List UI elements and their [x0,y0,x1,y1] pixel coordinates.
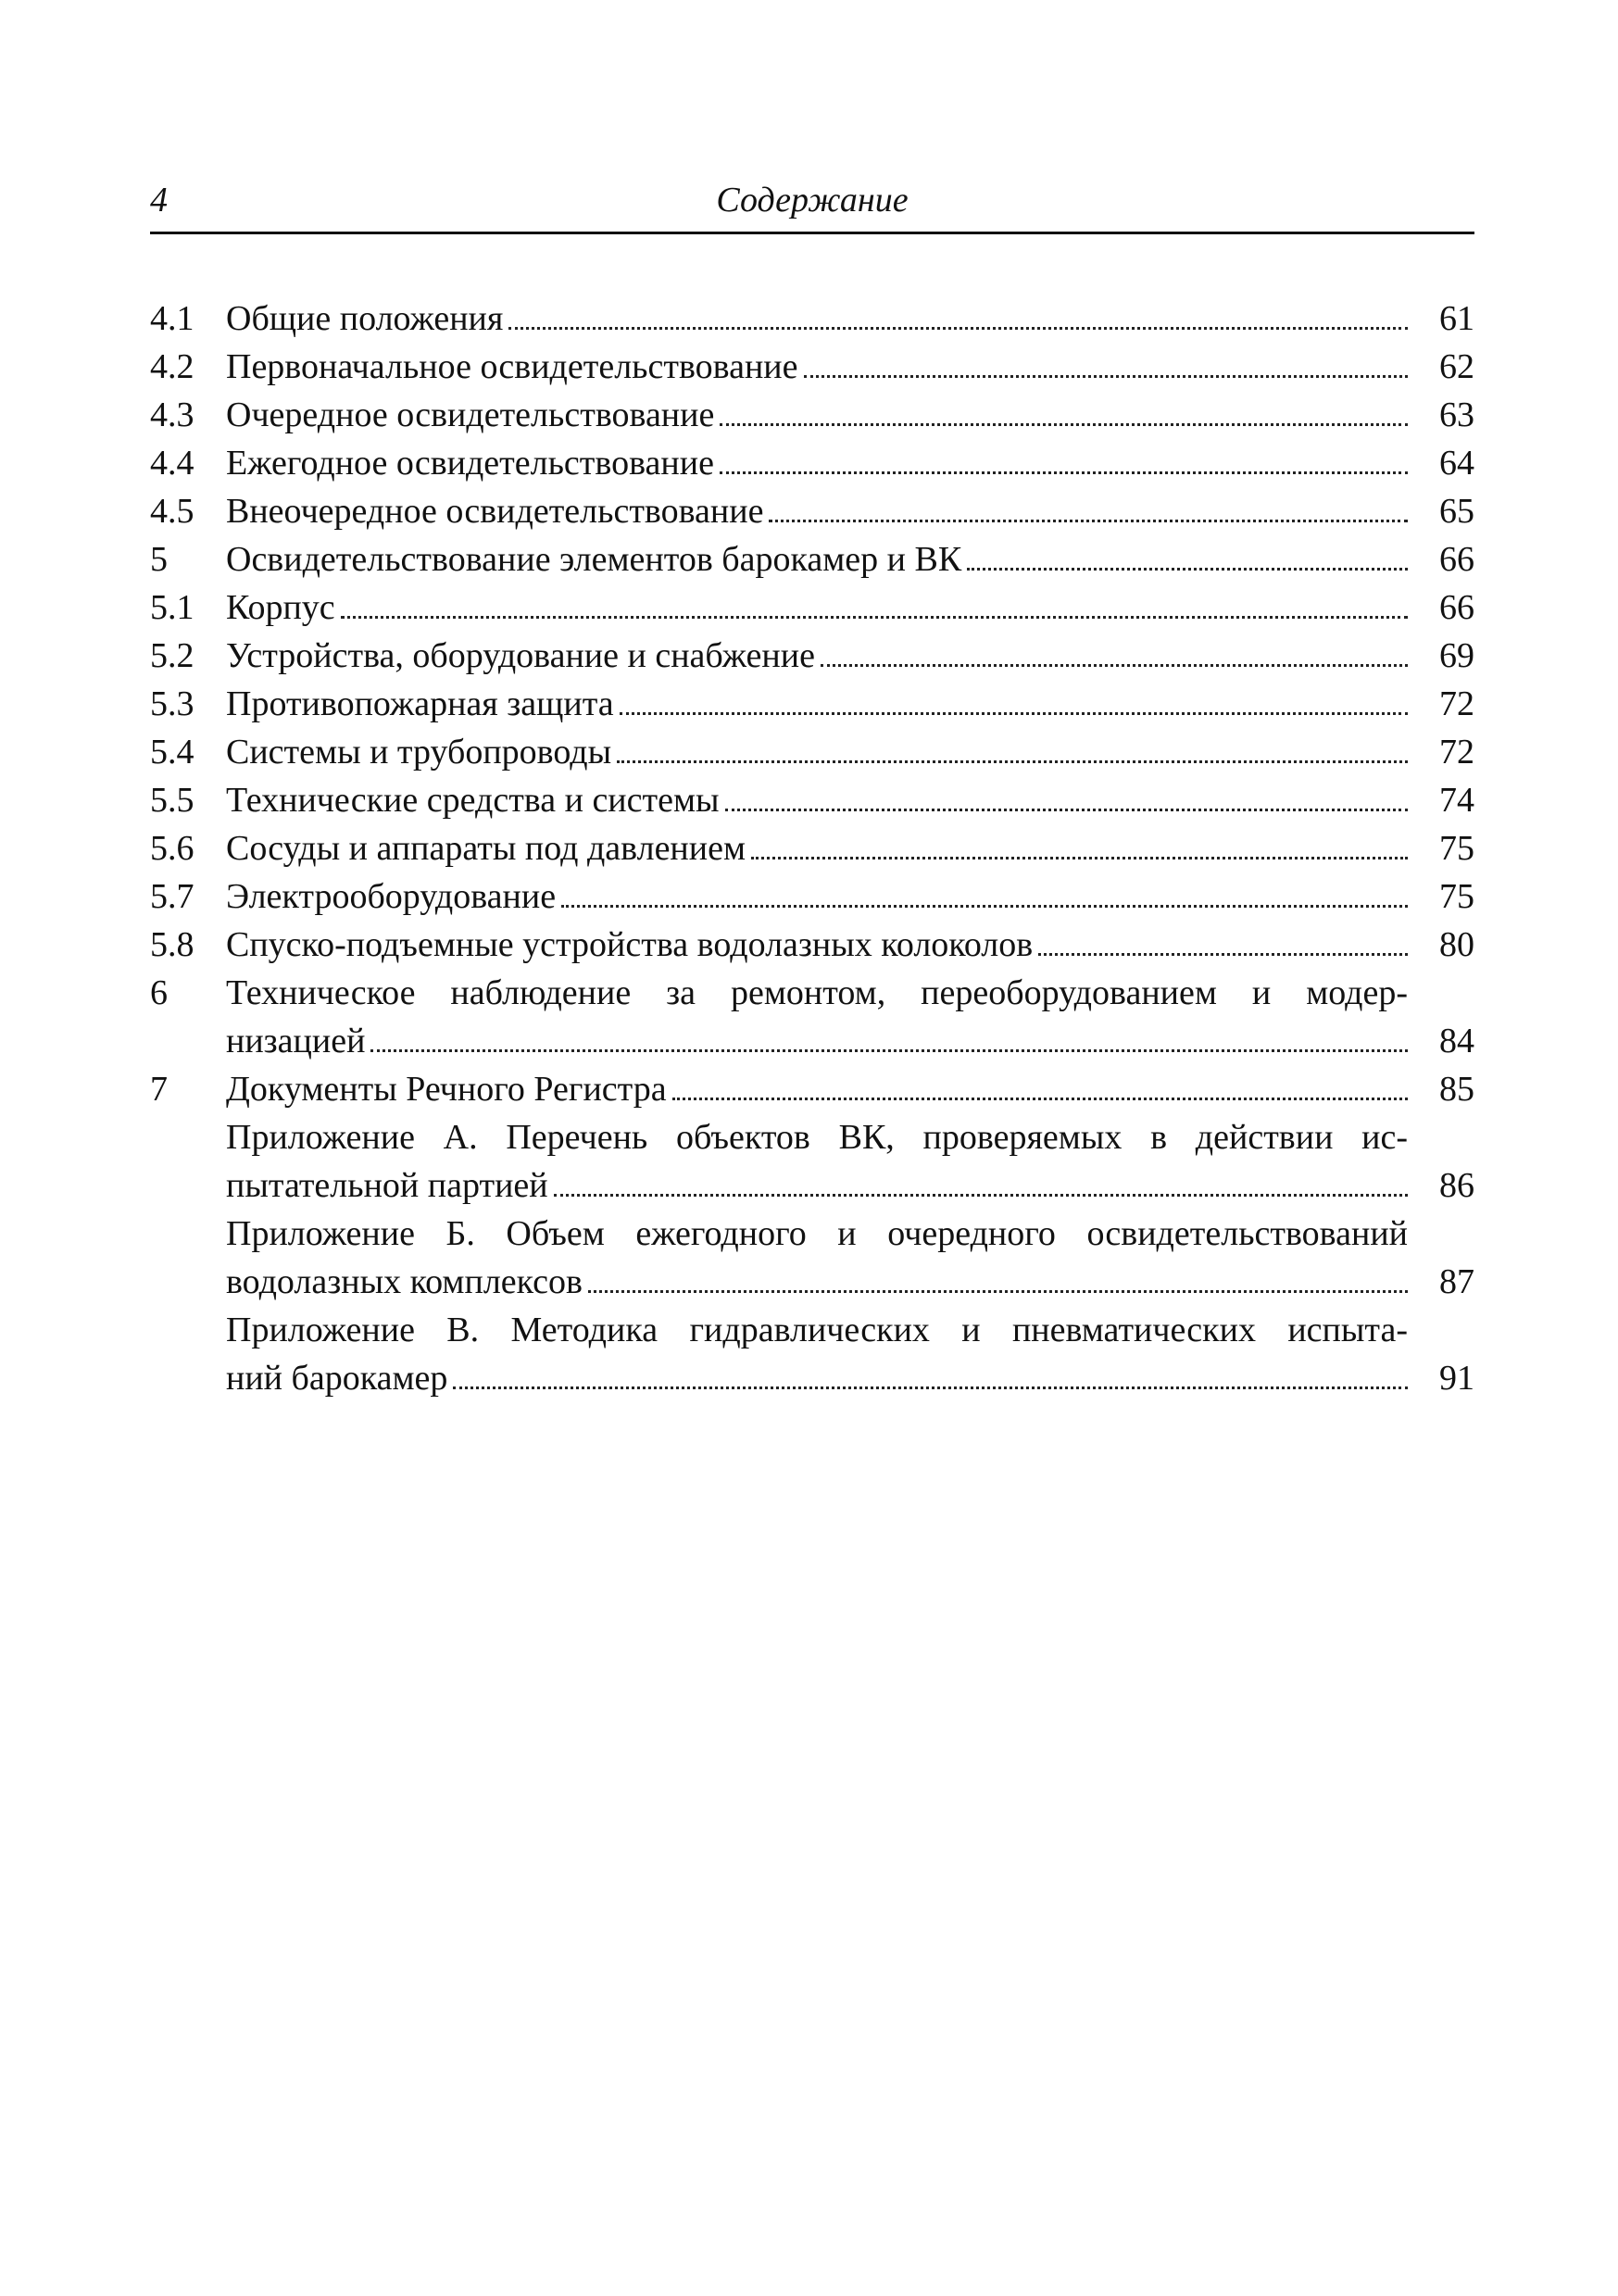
toc-entry[interactable] [150,343,1474,391]
dot-leader [720,470,1408,474]
page-header [150,176,1474,234]
toc-entry-appendix-v[interactable] [150,1306,1474,1402]
toc-entry-page: 65 [1439,492,1474,531]
toc-entry-number: 5.5 [150,781,194,820]
toc-entry-page: 69 [1439,636,1474,675]
dot-leader [1038,952,1408,956]
toc-entry-title: Общие положения [226,299,504,338]
toc-entry-title: Освидетельствование элементов барокамер и ВК [226,540,962,579]
dot-leader [561,904,1408,908]
toc-entry-page: 72 [1439,684,1474,723]
toc-entry-appendix-b[interactable] [150,1210,1474,1306]
toc-entry-number: 5.3 [150,684,194,723]
dot-leader [554,1193,1408,1197]
dot-leader [620,711,1408,715]
toc-entry-number: 5.7 [150,877,194,916]
toc-entry[interactable] [150,535,1474,583]
toc-entry-title-line2: низацией [226,1022,366,1060]
toc-entry-page: 75 [1439,877,1474,916]
toc-entry-number: 5.2 [150,636,194,675]
toc-entry-appendix-a[interactable] [150,1113,1474,1210]
toc-entry[interactable] [150,1065,1474,1113]
toc-entry-title-line1: Техническое наблюдение за ремонтом, переоборудованием и модер- [226,973,1408,1012]
toc-entry[interactable] [150,824,1474,872]
toc-entry-page: 66 [1439,540,1474,579]
dot-leader [453,1386,1408,1389]
toc-entry-number: 5.1 [150,588,194,627]
dot-leader [672,1097,1408,1100]
toc-entry-number: 5.4 [150,733,194,772]
toc-entry-page: 62 [1439,347,1474,386]
toc-entry[interactable] [150,969,1474,1065]
toc-entry-title-line2: ний барокамер [226,1359,448,1398]
toc-entry-title-line1: Приложение Б. Объем ежегодного и очередного освидетельствований [226,1214,1408,1253]
toc-entry-page: 84 [1439,1022,1474,1060]
toc-entry-number: 5 [150,540,168,579]
toc-entry-page: 91 [1439,1359,1474,1398]
toc-entry-page: 63 [1439,395,1474,434]
dot-leader [617,759,1408,763]
page-number: 4 [150,181,168,220]
toc-entry-title: Сосуды и аппараты под давлением [226,829,746,868]
toc-entry-page: 75 [1439,829,1474,868]
toc-entry-number: 4.2 [150,347,194,386]
toc-entry-number: 4.5 [150,492,194,531]
toc-entry-page: 80 [1439,925,1474,964]
toc-entry-title-line2: водолазных комплексов [226,1262,583,1301]
toc-entry-title: Технические средства и системы [226,781,720,820]
toc-entry-title: Документы Речного Регистра [226,1070,667,1109]
toc-entry[interactable] [150,295,1474,343]
toc-entry-title: Спуско-подъемные устройства водолазных колоколов [226,925,1034,964]
toc-entry[interactable] [150,728,1474,776]
toc-entry-title: Системы и трубопроводы [226,733,612,772]
toc-entry-number: 4.4 [150,444,194,483]
toc-entry[interactable] [150,632,1474,680]
toc-entry-number: 5.6 [150,829,194,868]
toc-entry-title: Корпус [226,588,335,627]
toc-entry-title: Ежегодное освидетельствование [226,444,714,483]
toc-entry-page: 86 [1439,1166,1474,1205]
toc-entry-number: 4.3 [150,395,194,434]
dot-leader [588,1289,1408,1293]
toc-entry-page: 85 [1439,1070,1474,1109]
toc-entry-number: 7 [150,1070,168,1109]
dot-leader [725,808,1408,811]
toc-entry-title: Первоначальное освидетельствование [226,347,798,386]
toc-entry-title-line1: Приложение В. Методика гидравлических и пневматических испыта- [226,1311,1408,1349]
toc-entry-number: 5.8 [150,925,194,964]
table-of-contents [150,295,1474,1402]
toc-entry-page: 64 [1439,444,1474,483]
toc-entry-page: 66 [1439,588,1474,627]
toc-entry-page: 87 [1439,1262,1474,1301]
toc-entry[interactable] [150,487,1474,535]
toc-entry[interactable] [150,583,1474,632]
toc-entry-title: Внеочередное освидетельствование [226,492,764,531]
dot-leader [370,1048,1408,1052]
toc-entry-title: Устройства, оборудование и снабжение [226,636,815,675]
toc-entry-title: Электрооборудование [226,877,557,916]
dot-leader [769,519,1408,522]
toc-entry-page: 61 [1439,299,1474,338]
toc-entry[interactable] [150,872,1474,921]
dot-leader [804,374,1409,378]
dot-leader [341,615,1408,619]
toc-entry[interactable] [150,391,1474,439]
toc-entry[interactable] [150,439,1474,487]
toc-entry-title-line1: Приложение А. Перечень объектов ВК, проверяемых в действии ис- [226,1118,1408,1157]
toc-entry[interactable] [150,776,1474,824]
toc-entry-page: 72 [1439,733,1474,772]
toc-entry-page: 74 [1439,781,1474,820]
dot-leader [508,326,1408,330]
toc-entry-title-line2: пытательной партией [226,1166,548,1205]
running-title: Содержание [716,181,909,220]
dot-leader [751,856,1408,859]
dot-leader [967,567,1408,571]
toc-entry-title: Очередное освидетельствование [226,395,715,434]
toc-entry-title: Противопожарная защита [226,684,614,723]
toc-entry[interactable] [150,921,1474,969]
dot-leader [821,663,1408,667]
toc-entry-number: 6 [150,973,168,1012]
toc-entry[interactable] [150,680,1474,728]
dot-leader [720,422,1408,426]
toc-entry-number: 4.1 [150,299,194,338]
